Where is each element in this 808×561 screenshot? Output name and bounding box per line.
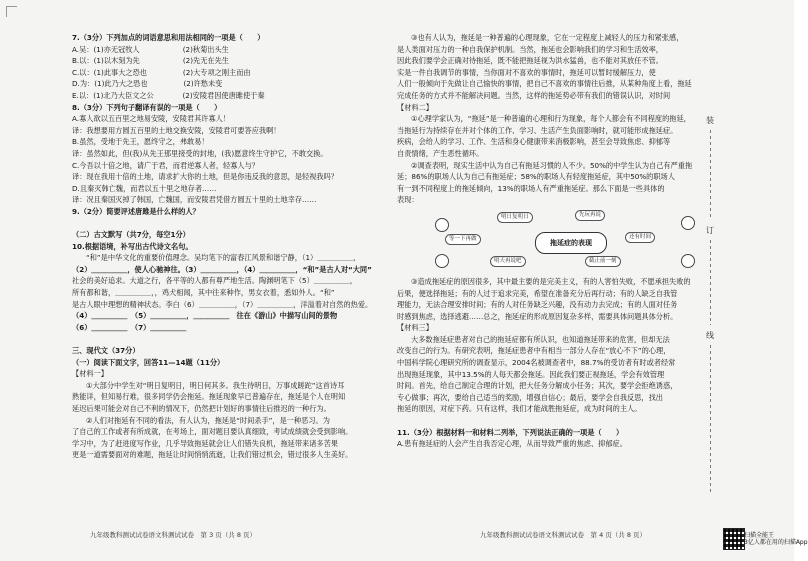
text-line: （2）＿＿＿＿＿，使人心驰神往。（3）＿＿＿＿＿，（4）＿＿＿＿＿，“和”是古人对“大同” [72,264,372,274]
text-line: 完成任务的方式并不能解决问题。当然，这样的拖延势必带有我们的错误认识，对时间 [397,90,671,100]
text-line: A.寡人欲以五百里之地易安陵，安陵君其许寡人！ [72,114,231,124]
right-page-footer: 九年级教科测试试卷语文科测试试卷 第 4 页（共 8 页） [480,531,647,539]
text-line [397,415,697,427]
text-line: ②人们对拖延有不同的看法，有人认为，拖延是“时间杀手”，是一种恶习。为 [86,415,330,425]
cartoon-person-icon [681,216,695,230]
cartoon-person-icon [435,218,449,232]
binding-label-top: 装 [706,116,714,125]
text-line: 是古人眼中理想的精神状态。李白（6）＿＿＿＿＿，（7）＿＿＿＿＿，洋溢着对自然的热爱。 [72,299,373,309]
diagram-center-label: 拖延症的表现 [535,232,607,254]
text-line: 理能力，无法合理安排时间；有的人对任务缺乏兴趣，没有动力去完成；有的人面对任务 [397,300,678,310]
text-line: D.为：(1)此乃大之恐也 (2)许愁未变 [72,79,223,89]
text-line: 改变自己的行为。有研究表明，拖延症患者中有相当一部分人存在“放心不下”的心理， [397,346,671,356]
text-line: 10.根据语境，补写出古代诗文名句。 [72,241,193,251]
text-line: ③也有人认为，拖延是一种普遍的心理现象，它在一定程度上减轻人的压力和紧张感， [411,33,684,42]
scanner-watermark-subtitle: 3亿人都在用的扫描App [744,539,808,546]
text-line: A.患有拖延症的人会产生自我否定心理，从而导致严重的焦虑、抑郁症。 [397,439,627,449]
text-line: 是人类面对压力的一种自我保护机制。当然，拖延也会影响我们的学习和生活效率， [397,44,663,54]
text-line: 拖延的原因，对症下药。只有这样，我们才能战胜拖延症，成为时间的主人。 [397,404,642,414]
text-line: ③造成拖延症的原因很多，其中最主要的是完美主义，有的人害怕失败，不愿承担失败的 [411,276,691,286]
text-line: E.以：(1)北乃大臣文之公 (2)安陵君因使唐雎使于秦 [72,90,265,100]
left-page [72,32,382,461]
text-line: 9.（2分）简要评述唐雎是什么样的人？ [72,206,200,216]
text-line: 8.（3分）下列句子翻译有误的一项是（ ） [72,102,222,112]
scanner-watermark-title: 扫描全能王 [744,532,775,539]
text-line: 因此我们要学会正确对待拖延，既不能把拖延视为洪水猛兽，也不能对其放任不管。 [397,56,663,66]
text-line: 更是一道需要面对的难题，拖延让时间悄悄流逝，让我们错过机会，错过很多人生美好。 [72,450,353,460]
diagram-bubble: 等一下再做 [445,234,481,245]
text-line: ②调查表明，现实生活中认为自己有拖延习惯的人不少。50%的中学生认为自己有严重拖 [411,160,693,170]
text-line: 了自己的工作或者有所成就，在考场上，面对题目要认真细致，考试成绩就会受到影响。 [72,427,353,437]
text-line: A.吴：(1)亦无冠牧人 (2)秋菊出头生 [72,44,229,54]
text-line: 大多数拖延症患者对自己的拖延症都有所认识，也知道拖延带来的危害，但却无法 [411,334,670,344]
text-line: （二）古文默写（共7分，每空1分） [72,230,190,240]
text-line: 7.（3分）下列加点的词语意思和用法相同的一项是（ ） [72,33,265,42]
right-page [397,32,697,450]
text-line [72,218,382,230]
text-line: （一）阅读下面文字，回答11—14题（11分） [72,357,225,367]
text-line: 人们一般倾向于先做让自己愉快的事情，把自己不喜欢的事情往后推，从某种角度上看，拖延 [397,79,692,89]
text-line: 【材料二】 [397,102,433,112]
qr-code-icon [723,528,745,550]
text-line: D.且秦灭韩亡魏，而君以五十里之地存者…… [72,183,217,193]
cartoon-person-icon [681,254,695,268]
text-line: 11.（3分）根据材料一和材料二列举，下列说法正确的一项是（ ） [397,427,624,437]
binding-line [710,345,711,495]
text-line: 延迟后果可能会对自己不利的情况下，仍然把计划好的事情往后推迟的一种行为。 [72,404,331,413]
diagram-bubble: 明天再说吧 [490,256,526,267]
text-line: 社会的美好追求。大道之行，各平等的人都有尊严地生活。陶渊明笔下（5）＿＿＿＿＿， [72,276,357,286]
text-line: （4）＿＿＿＿＿ （5）＿＿＿＿＿，＿＿＿＿＿ 往在《游山》中描写山间的景物 [72,311,338,321]
diagram-bubble: 还有时间 [625,232,655,243]
binding-line [710,240,711,325]
diagram-bubble: 先玩再说 [575,210,605,221]
text-line: 译：现在我用十倍的土地，请求扩大你的土地，但是你违反我的意思，是轻视我吗？ [72,172,338,182]
text-line: 自责情绪，产生恶性循环。 [397,148,484,158]
binding-line [710,130,711,220]
text-line: 译：虽然如此，但(我)从先王那里接受的封地，(我)愿意终生守护它，不敢交换。 [72,148,328,158]
text-line: C.今吾以十倍之地，请广于君，而君逆寡人者，轻寡人与？ [72,160,259,170]
scanner-watermark [744,532,808,546]
procrastination-diagram [435,210,697,272]
text-line: 三、现代文（37分） [72,346,140,356]
text-line: 译：况且秦国灭掉了韩国，亡魏国，而安陵君凭借方圆五十里的土地幸存…… [72,195,317,205]
text-line: 熟能详，但知易行难，很多同学仍会拖延。拖延现象早已普遍存在，拖延是个人在明知 [72,392,346,402]
left-page-footer: 九年级教科测试试卷语文科测试试卷 第 3 页（共 8 页） [90,531,257,539]
text-line: （6）＿＿＿＿＿ （7）＿＿＿＿＿ [72,322,187,332]
text-line: 后果，便选择拖延；有的人过于追求完美，希望在准备充分后再行动；有的人缺乏自我管 [397,288,678,298]
text-line [72,333,382,345]
text-line: 学习中，为了赶进度写作业，几乎导致拖延就会让人们错失良机，拖延带来诸多苦果 [72,438,338,448]
text-line: 表现： [397,195,419,205]
text-line: B.虽然，受地于先王，愿终守之，弗敢易！ [72,137,209,147]
binding-label-middle: 订 [706,226,714,235]
text-line: 时感到焦虑，选择逃避……总之，拖延症的形成原因复杂多样，需要具体问题具体分析。 [397,311,678,321]
text-line: 中国科学院心理研究所的调查显示，2004名被调查者中，88.7%的受访者有时或者经常 [397,358,676,368]
diagram-bubble: 截止前一刻 [585,256,621,267]
corner-mark [6,6,17,17]
text-line: “和”是中华文化的重要价值理念。吴均笔下的富春江风景和谐宁静，（1）＿＿＿＿＿， [86,253,361,263]
text-line: 出现拖延现象，其中13.5%的人每天都会拖延。因此我们要正视拖延，学会有效管理 [397,369,665,379]
text-line: 疾病，会给人的学习、工作、生活和身心健康带来消极影响，甚至会导致焦虑、抑郁等 [397,137,671,147]
text-line: ①心理学家认为，“拖延”是一种普遍的心理和行为现象，每个人都会有不同程度的拖延， [411,114,691,124]
text-line: ①大部分中学生对“明日复明日，明日何其多。我生待明日，万事成蹉跎”这首诗耳 [86,380,345,390]
text-line: 【材料一】 [72,369,108,379]
text-line: 译：我想要用方圆五百里的土地交换安陵，安陵君可要答应我啊！ [72,125,281,135]
binding-label-bottom: 线 [706,331,714,340]
text-line: 【材料三】 [397,323,433,333]
text-line: B.以：(1)以木刻为先 (2)先无在先生 [72,56,229,66]
cartoon-person-icon [435,254,449,268]
text-line: C.以：(1)此事大之恐也 (2)大专项之刚主而由 [72,67,251,77]
text-line: 所有都和谐，＿＿＿＿＿，，鸡犬相闻，其中往来种作，男女衣着，悉如外人。“和” [72,288,335,298]
text-line: 有一到不同程度上的拖延倾向，13%的职场人有严重拖延症。那么下面是一些具体的 [397,183,665,193]
text-line: 当拖延行为持续存在并对个体的工作、学习、生活产生负面影响时，就可能形成拖延症。 [397,125,678,135]
diagram-bubble: 明日复明日 [497,212,533,223]
text-line: 实是一件自我调节的事情，当你面对不喜欢的事情时，拖延可以暂时缓解压力，使 [397,67,656,77]
text-line: 专心做事；再次，要给自己适当的奖励，增强自信心；最后，要学会自我反思，找出 [397,392,663,402]
text-line: 延；86%的职场人认为自己有拖延症；58%的职场人有轻度拖延症，其中50%的职场人 [397,172,675,182]
text-line: 时间。首先，给自己制定合理的计划，把大任务分解成小任务；其次，要学会拒绝诱惑， [397,381,678,391]
